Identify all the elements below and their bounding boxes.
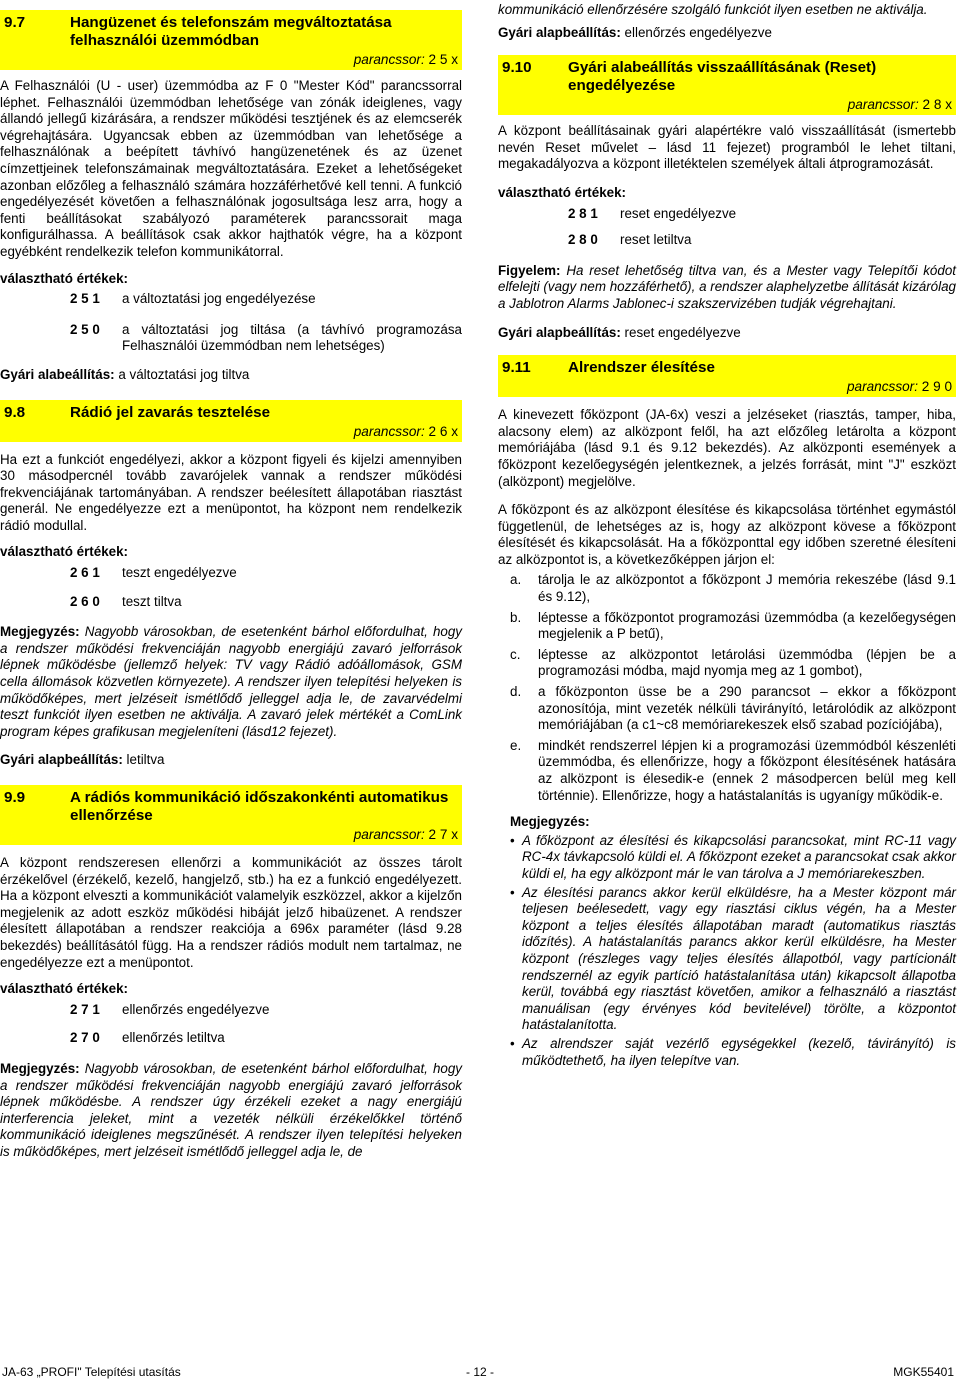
paragraph: A főközpont és az alközpont élesítése és kikapcsolása történhet egymástól függetlenül, de lehetséges az is, hogy az alközpont kövese a főközpont élesítését és kikapcsolását. Ha a főközponttal egy időben szeretné élesíteni az alközpontot is, a következőképpen járjon el: [498,502,956,567]
option-item [70,565,462,582]
list-item: d. a főközponton üsse be a 290 parancsot – ekkor a főközpont azonosítója, mint vezeték nélküli távirányító, letárolódik az alközpont memóriájában (a c1~c8 memóriarekeszek első szabad pozíciójába), [510,684,956,733]
paragraph: A kinevezett főközpont (JA-6x) veszi a jelzéseket (riasztás, tamper, hiba, alacsony elem) az alközpont felől, ha azt előzőleg letárolta a központ memóriájába (lásd 9.1 és 9.12 bekezdés). Az alközponti események a főközpont kezelőegységén jelentkeznek, a jelzés forrását, mint "J" eszközt (alközpont) megjelölve. [498,407,956,489]
option-text: ellenőrzés engedélyezve [122,1001,270,1017]
section-number: 9.8 [4,403,26,421]
section-9-8-header [0,400,462,442]
option-code: 2 6 0 [70,593,100,609]
option-text: teszt engedélyezve [122,565,237,581]
left-column [0,0,462,1161]
option-text: a változtatási jog tiltása (a távhívó programozása Felhasználói üzemmódban nem lehetséges) [122,321,462,354]
section-number: 9.9 [4,789,26,806]
right-column [498,0,956,1069]
list-item: c. léptesse az alközpontot letárolási üzemmódba (lépjen be a programozási módba, majd nyomja meg az 1 gombot), [510,646,956,679]
section-9-7-header [0,10,462,70]
option-code: 2 7 1 [70,1001,100,1017]
bullet-icon: • [510,1035,515,1051]
option-code: 2 5 0 [70,321,100,337]
option-item [70,322,462,355]
warning: Figyelem: Ha reset lehetőség tiltva van, és a Mester vagy Telepítői kódot elfelejti (vagy nem hozzáférhető), a rendszer alaphelyzetbe állítását kizárólag a Jablotron Alarms Jablonec-i szakszervizében tudják végrehajtani. [498,262,956,311]
footer-doc-title: JA-63 „PROFI" Telepítési utasítás [2,1365,181,1379]
bullet-icon: • [510,832,515,848]
command-line: parancssor: 2 8 x [847,97,952,113]
option-item [70,1030,462,1047]
option-item [70,291,462,308]
option-code: 2 8 1 [568,205,598,221]
command-line: parancssor: 2 7 x [353,827,458,842]
section-number: 9.10 [502,59,532,77]
option-code: 2 5 1 [70,291,100,307]
option-item [70,594,462,611]
list-item: • A főközpont az élesítési és kikapcsolási parancsokat, mint RC-11 vagy RC-4x távkapcsoló küldi el. A főközpont ezeket a parancsokat csak akkor küldi el, ha egy alközpont már le van tárolva a J memóriarekeszben. [498,833,956,883]
list-item: a. tárolja le az alközpontot a főközpont J memória rekeszébe (lásd 9.1 és 9.12), [510,572,956,605]
paragraph: A Felhasználói (U - user) üzemmódba az F 0 "Mester Kód" parancssorral léphet. Felhasználói üzemmódban lehetősége van zónák ideiglenes, vagy állandó jellegű kizárására, a rendszer működési tesztjének és az elemcserék végrehajtására. Ugyancsak ebben az üzemmódban van lehetősége a felhasználónak a beépített távhívó hangüzenetének és az üzenet címzettjeinek telefonszámainak megváltoztatására. Ezeket a lehetőségeket azonban előzőleg a felhasználó számára hozzáférhetővé kell tenni. A funkció engedélyezését követően a felhasználónak jogosultsága lesz arra, hogy a fenti beállításokat szabályozó paraméterek parancssorait maga konfigurálhassa. A beállítások csak akkor hajthatók végre, ha a központ egyébként rendelkezik telefon kommunikátorral. [0,78,462,259]
note: Megjegyzés: Nagyobb városokban, de esetenként bárhol előfordulhat, hogy a rendszer működési frekvenciáján nagyobb energiájú zavaró jelforrások lépnek működésbe (jellemző helyek: TV vagy Rádió adóállomások, GSM cella állomások közvetlen környezete). A rendszer ilyen telepítési helyeken is működőképes, mert jelzéseit ismétlődő jelleggel adja le, de zavarvédelmi teszt funkciót ilyen esetben ne aktiválja. A zavaró jelek mértékét a ComLink program képes grafikusan megjeleníteni (lásd12 fejezet). [0,624,462,739]
list-item: e. mindkét rendszerrel lépjen ki a programozási üzemmódból készenléti üzemmódba, és ellenőrizze, hogy a főközpont élesítésének hatására az alközpont is élesedik-e (ennek 2 másodpercen belül meg kell történnie). Ellenőrizze, hogy a hatástalanítás is ugyanígy működik-e. [510,737,956,803]
options-heading: választható értékek: [0,270,129,286]
section-title: Hangüzenet és telefonszám megváltoztatása felhasználói üzemmódban [70,14,392,49]
steps-list [498,572,956,804]
option-text: reset letiltva [620,232,692,248]
option-text: ellenőrzés letiltva [122,1030,225,1046]
list-item: b. léptesse a főközpontot programozási üzemmódba (a kezelőegységen megjelenik a P betű), [510,609,956,642]
note-continued: kommunikáció ellenőrzésére szolgáló funkciót ilyen esetben ne aktiválja. [498,2,928,17]
section-number: 9.7 [4,14,26,31]
command-line: parancssor: 2 5 x [353,52,458,67]
options-heading: választható értékek: [498,184,627,200]
section-title: Gyári alabeállítás visszaállításának (Reset) engedélyezése [568,59,877,95]
section-9-9-header [0,785,462,845]
option-text: a változtatási jog engedélyezése [122,291,316,307]
paragraph: A központ beállításainak gyári alapértékre való visszaállítását (ismertebb nevén Reset művelet – lásd 11 fejezet) programból le lehet tiltani, megakadályozva a központ illetéktelen személyek általi átprogramozását. [498,123,956,172]
list-item: • Az alrendszer saját vezérlő egységekkel (kezelő, távirányító) is működtethető, ha ilyen telepítve van. [498,1036,956,1069]
option-text: reset engedélyezve [620,205,737,221]
option-item [568,206,956,223]
paragraph: A központ rendszeresen ellenőrzi a kommunikációt az összes tárolt érzékelővel (érzékelő, kezelő, hangjelző, stb.) ha ez a funkció engedélyezett. Ha a központ elveszti a kommunikációt valamelyik eszközzel, akkor a kijelzőn megjelenik az adott eszköz működési hibáját jelző hibaüzenet. A rendszer élesített állapotában a rendszer reakciója a 696x paraméter (lásd 9.28 bekezdés) beállításától függ. Ha a rendszer rádiós modult nem tartalmaz, ne engedélyezze ezt a menüpontot. [0,855,462,970]
option-code: 2 8 0 [568,232,598,248]
option-code: 2 7 0 [70,1030,100,1046]
command-line: parancssor: 2 9 0 [846,379,952,395]
factory-default: Gyári alapbeállítás: reset engedélyezve [498,324,741,340]
option-item [568,232,956,249]
option-item [70,1002,462,1019]
page-number: - 12 - [466,1365,495,1379]
section-title: Rádió jel zavarás tesztelése [70,403,271,421]
option-text: teszt tiltva [122,593,182,609]
bullet-icon: • [510,884,515,900]
options-heading: választható értékek: [0,981,129,997]
option-code: 2 6 1 [70,565,100,581]
paragraph: Ha ezt a funkciót engedélyezi, akkor a központ figyeli és kijelzi amennyiben 30 másodpercnél tovább zavarójelek vannak a rendszer működési frekvenciájának tartományában. A rendszer beélesített állapotában riasztást generál. Ne engedélyezze ezt a menüpontot, ha központ nem rendelkezik rádió modullal. [0,451,462,533]
section-title: Alrendszer élesítése [568,359,715,377]
notes-list [498,833,956,1069]
factory-default: Gyári alabeállítás: a változtatási jog tiltva [0,366,250,382]
command-line: parancssor: 2 6 x [353,423,458,439]
section-number: 9.11 [502,359,531,377]
section-9-11-header [498,355,956,397]
section-title: A rádiós kommunikáció időszakonkénti automatikus ellenőrzése [70,789,449,824]
footer-doc-code: MGK55401 [893,1365,954,1379]
options-heading: választható értékek: [0,544,129,560]
notes-heading: Megjegyzés: [510,814,590,830]
section-9-10-header [498,55,956,115]
list-item: • Az élesítési parancs akkor kerül elküldésre, ha a Mester központ már teljesen beélesedett, vagy egy riasztási ciklus végén, ha a Mester központ a teljes élesítés állapotában maradt (automatikus riasztás időzítés). A hatástalanítás parancs akkor kerül elküldésre, ha Mester központ (részleges vagy teljes élesítés állapotból, vagy partícionált rendszernél az egyik partíció hatástalanítása után) kikapcsolt állapotba kerül, továbbá egy riasztást követően, amikor a felhasználó a riasztást manuálisan (egy érvényes kód bevitelével) törölte, a központot hatástalanította. [498,885,956,1034]
factory-default: Gyári alapbeállítás: letiltva [0,752,165,768]
factory-default: Gyári alapbeállítás: ellenőrzés engedélyezve [498,24,772,40]
note: Megjegyzés: Nagyobb városokban, de esetenként bárhol előfordulhat, hogy a rendszer működési frekvenciáján nagyobb energiájú zavaró jelforrások lépnek működésbe. A rendszer úgy érzékeli ezeket a nagy energiájú interferencia jeleket, mint a vezeték nélküli érzékelőkkel történő kommunikáció ideiglenes megszűnését. A rendszer ilyen telepítési helyeken is működőképes, mert jelzéseit ismétlődő jelleggel adja le, de [0,1060,462,1159]
